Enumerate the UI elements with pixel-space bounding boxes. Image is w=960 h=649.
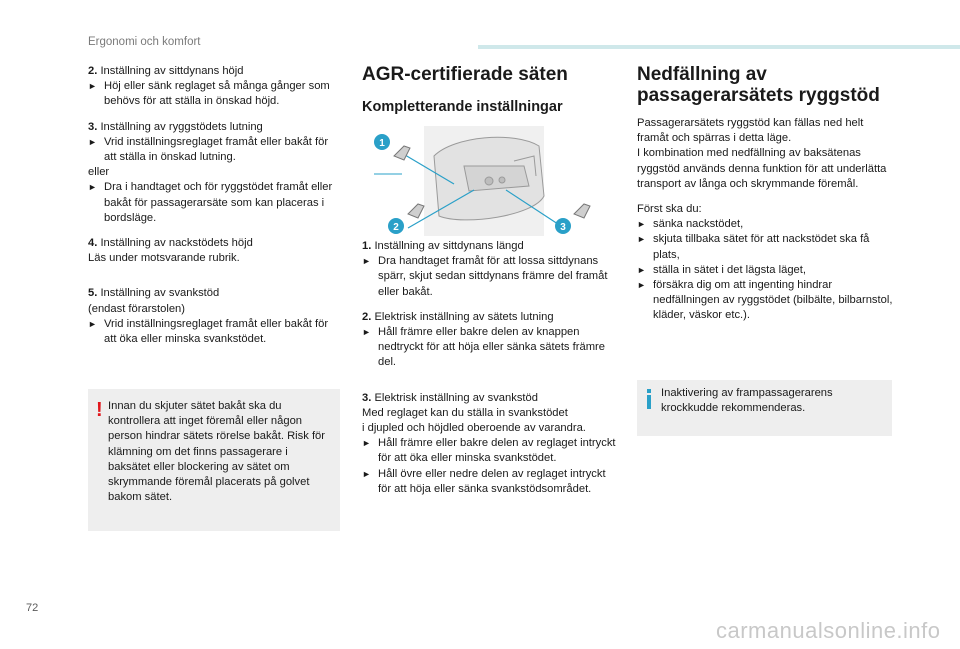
item-line: Läs under motsvarande rubrik. <box>88 252 240 265</box>
bullet-text: Höj eller sänk reglaget så många gånger som behövs för att ställa in önskad höjd. <box>104 80 330 108</box>
bullet <box>637 278 895 324</box>
callout-label: 2 <box>393 222 399 233</box>
item-number: 4. <box>88 237 98 250</box>
bullet <box>637 217 895 232</box>
bullet-icon: ► <box>362 256 371 267</box>
bullet-text: ställa in sätet i det lägsta läget, <box>653 263 806 276</box>
section-heading: AGR-certifierade säten <box>362 64 568 85</box>
bullet-text: Håll främre eller bakre delen av knappen nedtryckt för att höja eller sänka sätets främre del. <box>378 326 605 369</box>
bullet <box>362 254 618 300</box>
item-title: Inställning av nackstödets höjd <box>97 237 253 250</box>
item-electric-lumbar <box>362 391 618 497</box>
info-box <box>637 380 892 436</box>
warning-text: Innan du skjuter sätet bakåt ska du kontrollera att inget föremål eller någon person hindrar sätets rörelse bakåt. Risk för klämning om det finns passagerare i baksätet eller blockering av sätet om skrymmande föremål placerats på golvet bakom sätet. <box>108 400 326 504</box>
warning-box <box>88 389 340 531</box>
item-number: 2. <box>362 310 372 323</box>
section-title: Ergonomi och komfort <box>88 36 201 48</box>
column-middle-items <box>362 239 618 507</box>
or-text: eller <box>88 166 110 179</box>
bullet-icon: ► <box>637 280 646 291</box>
bullet-text: Håll främre eller bakre delen av reglaget intryckt för att öka eller minska svankstödet. <box>378 437 616 465</box>
bullet <box>88 135 338 165</box>
info-text: Inaktivering av frampassagerarens krockkudde rekommenderas. <box>661 387 833 415</box>
info-icon <box>646 389 652 409</box>
section-heading <box>637 64 895 106</box>
bullet-text: sänka nackstödet, <box>653 218 744 231</box>
bullet <box>88 79 338 109</box>
item-title: Elektrisk inställning av sätets lutning <box>371 310 554 323</box>
bullet-icon: ► <box>637 234 646 245</box>
item-number: 3. <box>362 391 372 404</box>
intro-text: I kombination med nedfällning av baksätenas ryggstöd används denna funktion för att underlätta transport av långa och skrymmande föremål. <box>637 147 887 190</box>
header-bar <box>478 45 960 49</box>
item-line: i djupled och höjdled oberoende av varandra. <box>362 422 586 435</box>
item-headrest <box>88 236 338 266</box>
item-sub: (endast förarstolen) <box>88 302 186 315</box>
callout-label: 3 <box>560 222 566 233</box>
item-lumbar <box>88 286 338 347</box>
bullet-icon: ► <box>362 438 371 449</box>
heading-line: Nedfällning av <box>637 64 767 85</box>
bullet-text: Dra i handtaget och för ryggstödet framåt eller bakåt för passagerarsäte som kan placeras i bordsläge. <box>104 181 333 224</box>
bullet-icon: ► <box>362 468 371 479</box>
bullet <box>637 232 895 262</box>
bullet <box>362 325 618 371</box>
steps <box>637 202 895 324</box>
intro-text: Passagerarsätets ryggstöd kan fällas ned helt framåt och spärras i detta läge. <box>637 117 864 145</box>
heading-line: passagerarsätets ryggstöd <box>637 85 880 106</box>
watermark: carmanualsonline.info <box>716 618 941 643</box>
item-number: 3. <box>88 120 98 133</box>
item-line: Med reglaget kan du ställa in svankstödet <box>362 406 568 419</box>
bullet-icon: ► <box>88 318 97 329</box>
item-number: 5. <box>88 287 98 300</box>
item-title: Inställning av sittdynans höjd <box>97 65 244 77</box>
bullet-text: försäkra dig om att ingenting hindrar nedfällningen av ryggstödet (bilbälte, bilbarnstol, kläder, väskor etc.). <box>653 279 893 322</box>
item-seat-tilt <box>362 310 618 371</box>
item-title: Inställning av ryggstödets lutning <box>97 120 263 133</box>
column-left <box>88 64 338 357</box>
item-backrest <box>88 120 338 226</box>
bullet <box>88 180 338 226</box>
section-subheading: Kompletterande inställningar <box>362 99 563 115</box>
bullet <box>88 317 338 347</box>
page-header <box>0 38 960 52</box>
column-right <box>637 64 895 334</box>
bullet-icon: ► <box>637 219 646 230</box>
bullet-icon: ► <box>88 136 97 147</box>
page-number: 72 <box>26 602 39 614</box>
bullet <box>637 263 895 278</box>
item-title: Elektrisk inställning av svankstöd <box>371 391 538 404</box>
callout-label: 1 <box>379 138 385 149</box>
intro <box>637 116 895 192</box>
bullet <box>362 436 618 466</box>
item-number: 1. <box>362 240 372 252</box>
bullet <box>362 467 618 497</box>
item-number: 2. <box>88 65 98 77</box>
item-seat-length <box>362 239 618 300</box>
bullet-icon: ► <box>88 182 97 193</box>
warning-icon: ! <box>96 399 103 421</box>
bullet-text: Vrid inställningsreglaget framåt eller bakåt för att öka eller minska svankstödet. <box>104 317 329 346</box>
steps-intro: Först ska du: <box>637 203 702 216</box>
bullet-icon: ► <box>637 264 646 275</box>
column-middle <box>362 64 618 116</box>
item-seat-height <box>88 64 338 110</box>
seat-illustration <box>364 126 614 236</box>
item-title: Inställning av sittdynans längd <box>371 240 524 252</box>
bullet-text: Dra handtaget framåt för att lossa sittdynans spärr, skjut sedan sittdynans främre del framåt eller bakåt. <box>378 255 608 298</box>
bullet-text: Vrid inställningsreglaget framåt eller bakåt för att ställa in önskad lutning. <box>104 135 329 164</box>
bullet-text: skjuta tillbaka sätet för att nackstödet ska få plats, <box>653 233 870 261</box>
bullet-text: Håll övre eller nedre delen av reglaget intryckt för att höja eller sänka svankstödsområdet. <box>378 467 606 495</box>
bullet-icon: ► <box>362 327 371 338</box>
item-title: Inställning av svankstöd <box>97 287 220 300</box>
bullet-icon: ► <box>88 81 97 92</box>
